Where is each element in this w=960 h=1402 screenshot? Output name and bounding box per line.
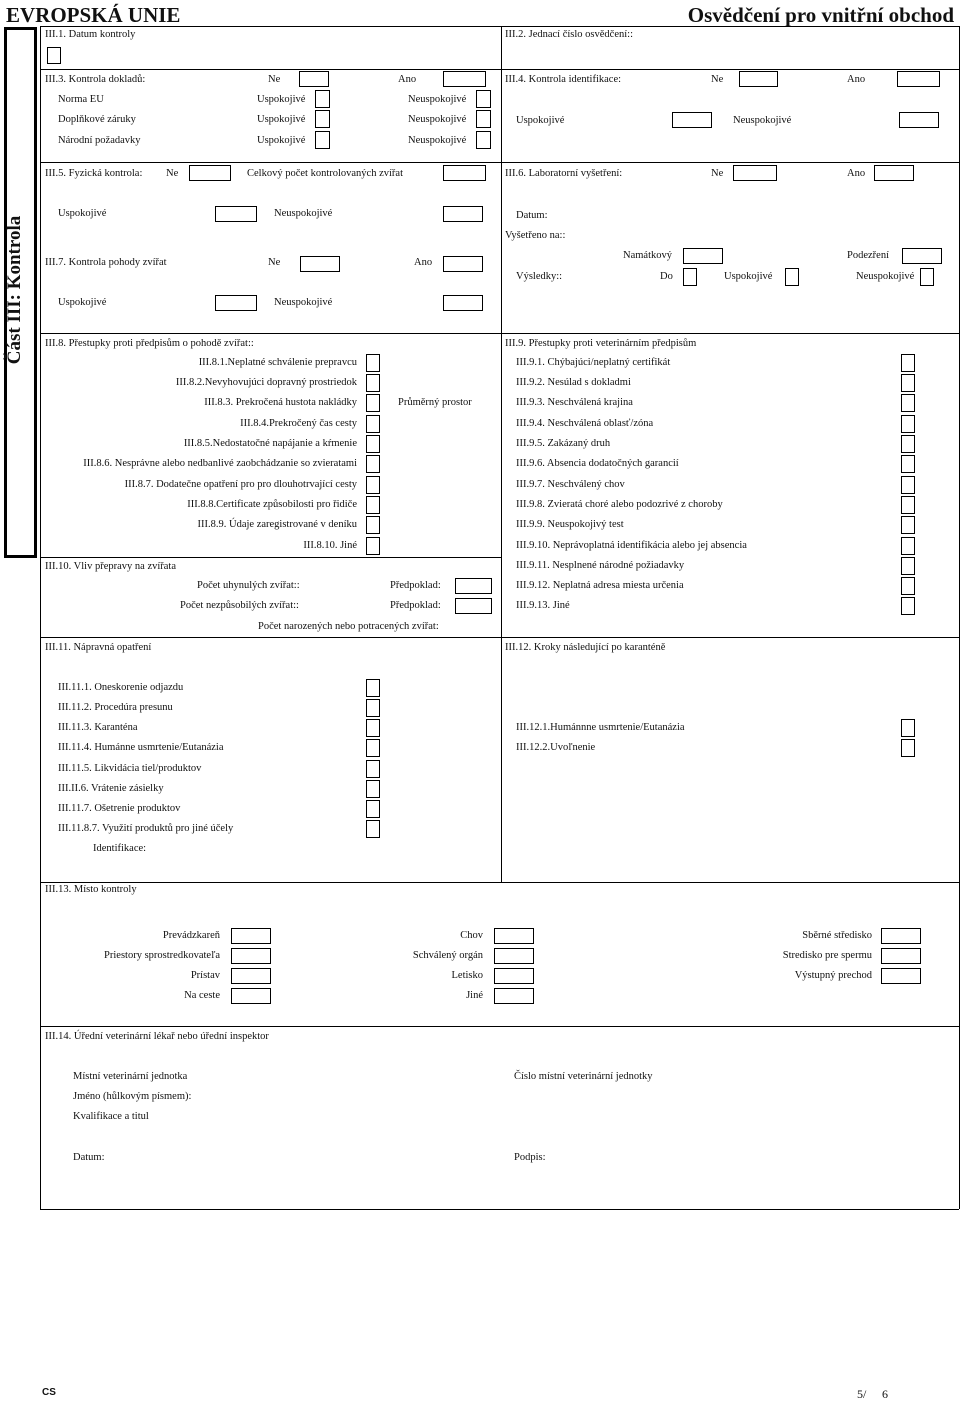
ne-label: Ne [166, 168, 179, 179]
welfare-item-4-checkbox[interactable] [366, 415, 380, 433]
assumption-label: Předpoklad: [390, 580, 441, 591]
satisfactory-label: Uspokojivé [516, 115, 565, 126]
section-2-label: III.2. Jednací číslo osvědčení:: [505, 29, 633, 40]
place-checkbox[interactable] [231, 968, 271, 984]
dead-animals-field[interactable] [455, 578, 492, 594]
ne-label: Ne [268, 74, 281, 85]
welfare-item-6: III.8.6. Nesprávne alebo nedbanlivé zaobchádzanie so zvieratami [83, 458, 357, 469]
place-option: Letisko [451, 970, 483, 981]
welfare-item-9-checkbox[interactable] [366, 516, 380, 534]
ano-checkbox[interactable] [443, 256, 483, 272]
section-6-label: III.6. Laboratorní vyšetření: [505, 168, 623, 179]
quarantine-item-1: III.12.1.Humánnne usmrtenie/Eutanázia [516, 722, 685, 733]
ano-checkbox[interactable] [874, 165, 914, 181]
vet-item-3-checkbox[interactable] [901, 394, 915, 412]
unsatisfactory-label: Neuspokojivé [408, 114, 467, 125]
measure-item-5-checkbox[interactable] [366, 760, 380, 778]
place-option: Prístav [190, 970, 220, 981]
signature-label: Podpis: [514, 1152, 546, 1163]
welfare-item-3: III.8.3. Prekročená hustota nakládky [204, 397, 357, 408]
place-option: Výstupný prechod [794, 970, 872, 981]
measure-item-2-checkbox[interactable] [366, 699, 380, 717]
welfare-item-4: III.8.4.Prekročený čas cesty [240, 418, 357, 429]
satisfactory-checkbox[interactable] [215, 206, 257, 222]
place-checkbox[interactable] [881, 968, 921, 984]
section-3-label: III.3. Kontrola dokladů: [45, 74, 146, 85]
measure-item-2: III.11.2. Procedúra presunu [58, 702, 173, 713]
section-7-label: III.7. Kontrola pohody zvířat [45, 257, 167, 268]
vet-item-1-checkbox[interactable] [901, 354, 915, 372]
page-number: 5/ [857, 1387, 867, 1401]
vet-item-3: III.9.3. Neschválená krajina [516, 397, 633, 408]
row-divider [40, 882, 959, 883]
part-sidebar [4, 27, 37, 558]
document-title-right: Osvědčení pro vnitřní obchod [687, 3, 954, 27]
welfare-item-1-checkbox[interactable] [366, 354, 380, 372]
suspect-checkbox[interactable] [902, 248, 942, 264]
date-label: Datum: [73, 1152, 105, 1163]
average-space-label: Průměrný prostor [398, 397, 472, 408]
satisfactory-checkbox[interactable] [215, 295, 257, 311]
column-divider [501, 26, 502, 882]
tested-label: Vyšetřeno na:: [505, 230, 566, 241]
vet-item-11-checkbox[interactable] [901, 557, 915, 575]
page-total: 6 [882, 1387, 888, 1401]
welfare-item-9: III.8.9. Údaje zaregistrované v deníku [197, 519, 357, 530]
welfare-item-8: III.8.8.Certificate způsobilosti pro řidiče [187, 499, 357, 510]
vet-item-10-checkbox[interactable] [901, 537, 915, 555]
place-checkbox[interactable] [494, 988, 534, 1004]
section-9-label: III.9. Přestupky proti veterinárním předpisům [505, 338, 697, 349]
form-left-border [40, 26, 41, 882]
place-checkbox[interactable] [881, 948, 921, 964]
unsatisfactory-checkbox[interactable] [476, 110, 491, 128]
row-divider [40, 69, 959, 70]
satisfactory-label: Uspokojivé [58, 208, 107, 219]
place-checkbox[interactable] [494, 968, 534, 984]
form-bottom-border [40, 1209, 959, 1210]
place-option: Schválený orgán [412, 950, 483, 961]
satisfactory-checkbox[interactable] [315, 110, 330, 128]
ano-checkbox[interactable] [897, 71, 940, 87]
form-top-border [40, 26, 959, 27]
unsatisfactory-label: Neuspokojivé [856, 271, 915, 282]
satisfactory-checkbox[interactable] [315, 90, 330, 108]
name-label: Jméno (hůlkovým písmem): [73, 1091, 192, 1102]
satisfactory-label: Uspokojivé [257, 135, 306, 146]
ne-label: Ne [268, 257, 281, 268]
place-checkbox[interactable] [881, 928, 921, 944]
welfare-item-7: III.8.7. Dodatečne opatření pro pro dlouhotrvající cesty [124, 479, 357, 490]
unsatisfactory-label: Neuspokojivé [408, 94, 467, 105]
unsatisfactory-checkbox[interactable] [476, 131, 491, 149]
ne-checkbox[interactable] [299, 71, 329, 87]
place-option: Prevádzkareň [162, 930, 220, 941]
vet-item-5: III.9.5. Zakázaný druh [516, 438, 611, 449]
quarantine-item-1-checkbox[interactable] [901, 719, 915, 737]
row-divider [40, 637, 959, 638]
section-13-label: III.13. Místo kontroly [45, 884, 137, 895]
place-option: Jiné [466, 990, 483, 1001]
measure-item-8: III.11.8.7. Využití produktů pro jiné účely [58, 823, 234, 834]
vet-item-12: III.9.12. Neplatná adresa miesta určenia [516, 580, 684, 591]
unsatisfactory-checkbox[interactable] [899, 112, 939, 128]
qualification-label: Kvalifikace a titul [73, 1111, 149, 1122]
assumption-label: Předpoklad: [390, 600, 441, 611]
do-label: Do [660, 271, 673, 282]
date-label: Datum: [516, 210, 548, 221]
row-divider [40, 1026, 959, 1027]
row-divider [40, 557, 501, 558]
vet-item-6-checkbox[interactable] [901, 455, 915, 473]
unsatisfactory-label: Neuspokojivé [274, 297, 333, 308]
welfare-item-2-checkbox[interactable] [366, 374, 380, 392]
vet-item-9-checkbox[interactable] [901, 516, 915, 534]
vet-item-2: III.9.2. Nesúlad s dokladmi [516, 377, 631, 388]
vet-item-7-checkbox[interactable] [901, 476, 915, 494]
count-label: Celkový počet kontrolovaných zvířat [247, 168, 403, 179]
section-5-label: III.5. Fyzická kontrola: [45, 168, 143, 179]
section-1-label: III.1. Datum kontroly [45, 29, 136, 40]
measure-item-6-checkbox[interactable] [366, 780, 380, 798]
unsatisfactory-checkbox[interactable] [443, 295, 483, 311]
welfare-item-7-checkbox[interactable] [366, 476, 380, 494]
place-checkbox[interactable] [231, 988, 271, 1004]
section-12-label: III.12. Kroky následující po karanténě [505, 642, 666, 653]
vet-item-4-checkbox[interactable] [901, 415, 915, 433]
vet-item-7: III.9.7. Neschválený chov [516, 479, 625, 490]
measure-item-7: III.11.7. Ošetrenie produktov [58, 803, 181, 814]
vet-item-4: III.9.4. Neschválená oblasť/zóna [516, 418, 654, 429]
row-divider [40, 162, 959, 163]
quarantine-item-2: III.12.2.Uvoľnenie [516, 742, 596, 753]
section-10-label: III.10. Vliv přepravy na zvířata [45, 561, 177, 572]
language-code: CS [42, 1387, 56, 1398]
vet-item-9: III.9.9. Neuspokojivý test [516, 519, 624, 530]
measure-item-8-checkbox[interactable] [366, 820, 380, 838]
document-title-left: EVROPSKÁ UNIE [6, 3, 181, 27]
satisfactory-label: Uspokojivé [724, 271, 773, 282]
form-left-border [40, 882, 41, 1209]
unsatisfactory-checkbox[interactable] [476, 90, 491, 108]
measure-item-4-checkbox[interactable] [366, 739, 380, 757]
identification-label: Identifikace: [93, 843, 147, 854]
part-label: Část III: Kontrola [4, 215, 25, 365]
random-checkbox[interactable] [683, 248, 723, 264]
welfare-item-10: III.8.10. Jiné [303, 540, 357, 551]
row-divider [40, 333, 959, 334]
dead-animals-label: Počet uhynulých zvířat:: [197, 580, 300, 591]
vet-item-8-checkbox[interactable] [901, 496, 915, 514]
unsatisfactory-label: Neuspokojivé [733, 115, 792, 126]
vet-item-13-checkbox[interactable] [901, 597, 915, 615]
section-4-label: III.4. Kontrola identifikace: [505, 74, 622, 85]
ne-label: Ne [711, 74, 724, 85]
date-checkbox[interactable] [47, 47, 61, 64]
ano-label: Ano [847, 168, 866, 179]
vet-item-6: III.9.6. Absencia dodatočných garancií [516, 458, 679, 469]
vet-item-5-checkbox[interactable] [901, 435, 915, 453]
ne-checkbox[interactable] [300, 256, 340, 272]
quarantine-item-2-checkbox[interactable] [901, 739, 915, 757]
satisfactory-label: Uspokojivé [257, 94, 306, 105]
welfare-item-5: III.8.5.Nedostatočné napájanie a kŕmenie [183, 438, 357, 449]
satisfactory-checkbox[interactable] [315, 131, 330, 149]
satisfactory-checkbox[interactable] [672, 112, 712, 128]
place-checkbox[interactable] [231, 948, 271, 964]
satisfactory-checkbox[interactable] [785, 268, 799, 286]
measure-item-4: III.11.4. Humánne usmrtenie/Eutanázia [58, 742, 224, 753]
place-option: Na ceste [184, 990, 220, 1001]
ano-label: Ano [414, 257, 433, 268]
welfare-item-8-checkbox[interactable] [366, 496, 380, 514]
place-option: Priestory sprostredkovateľa [104, 950, 220, 961]
measure-item-3: III.11.3. Karanténa [58, 722, 138, 733]
welfare-item-5-checkbox[interactable] [366, 435, 380, 453]
measure-item-5: III.11.5. Likvidácia tiel/produktov [58, 763, 202, 774]
unfit-animals-field[interactable] [455, 598, 492, 614]
vet-item-12-checkbox[interactable] [901, 577, 915, 595]
row-label: Norma EU [58, 94, 104, 105]
row-label: Národní požadavky [58, 135, 141, 146]
vet-item-2-checkbox[interactable] [901, 374, 915, 392]
place-option: Sběrné středisko [802, 930, 872, 941]
unsatisfactory-label: Neuspokojivé [274, 208, 333, 219]
section-8-label: III.8. Přestupky proti předpisům o pohodě zvířat:: [45, 338, 254, 349]
random-label: Namátkový [623, 250, 672, 261]
ano-label: Ano [847, 74, 866, 85]
place-option: Stredisko pre spermu [782, 950, 872, 961]
ne-checkbox[interactable] [739, 71, 778, 87]
row-label: Doplňkové záruky [58, 114, 136, 125]
count-field[interactable] [443, 165, 486, 181]
ano-checkbox[interactable] [443, 71, 486, 87]
results-label: Výsledky:: [516, 271, 563, 282]
place-checkbox[interactable] [231, 928, 271, 944]
unsatisfactory-checkbox[interactable] [920, 268, 934, 286]
vet-item-10: III.9.10. Neprávoplatná identifikácia alebo jej absencia [516, 540, 747, 551]
section-11-label: III.11. Nápravná opatření [45, 642, 152, 653]
satisfactory-label: Uspokojivé [58, 297, 107, 308]
welfare-item-3-checkbox[interactable] [366, 394, 380, 412]
satisfactory-label: Uspokojivé [257, 114, 306, 125]
welfare-item-10-checkbox[interactable] [366, 537, 380, 555]
place-option: Chov [460, 930, 483, 941]
welfare-item-1: III.8.1.Neplatné schválenie prepravcu [198, 357, 357, 368]
welfare-item-6-checkbox[interactable] [366, 455, 380, 473]
welfare-item-2: III.8.2.Nevyhovujúci dopravný prostriedok [175, 377, 357, 388]
ne-checkbox[interactable] [733, 165, 777, 181]
measure-item-7-checkbox[interactable] [366, 800, 380, 818]
place-checkbox[interactable] [494, 928, 534, 944]
vet-item-13: III.9.13. Jiné [516, 600, 570, 611]
born-animals-label: Počet narozených nebo potracených zvířat: [258, 621, 439, 632]
vet-item-11: III.9.11. Nesplnené národné požiadavky [516, 560, 685, 571]
vet-item-8: III.9.8. Zvieratá choré alebo podozrivé z choroby [516, 499, 723, 510]
measure-item-1-checkbox[interactable] [366, 679, 380, 697]
unfit-animals-label: Počet nezpůsobilých zvířat:: [180, 600, 299, 611]
place-checkbox[interactable] [494, 948, 534, 964]
vet-unit-label: Místní veterinární jednotka [73, 1071, 188, 1082]
measure-item-6: III.II.6. Vrátenie zásielky [58, 783, 164, 794]
section-14-label: III.14. Úřední veterinární lékař nebo úřední inspektor [45, 1031, 269, 1042]
ne-label: Ne [711, 168, 724, 179]
ano-label: Ano [398, 74, 417, 85]
measure-item-1: III.11.1. Oneskorenie odjazdu [58, 682, 184, 693]
do-checkbox[interactable] [683, 268, 697, 286]
unsatisfactory-label: Neuspokojivé [408, 135, 467, 146]
suspect-label: Podezření [847, 250, 889, 261]
vet-item-1: III.9.1. Chýbajúci/neplatný certifikát [516, 357, 671, 368]
measure-item-3-checkbox[interactable] [366, 719, 380, 737]
vet-unit-number-label: Číslo místní veterinární jednotky [514, 1071, 653, 1082]
unsatisfactory-checkbox[interactable] [443, 206, 483, 222]
ne-checkbox[interactable] [189, 165, 231, 181]
